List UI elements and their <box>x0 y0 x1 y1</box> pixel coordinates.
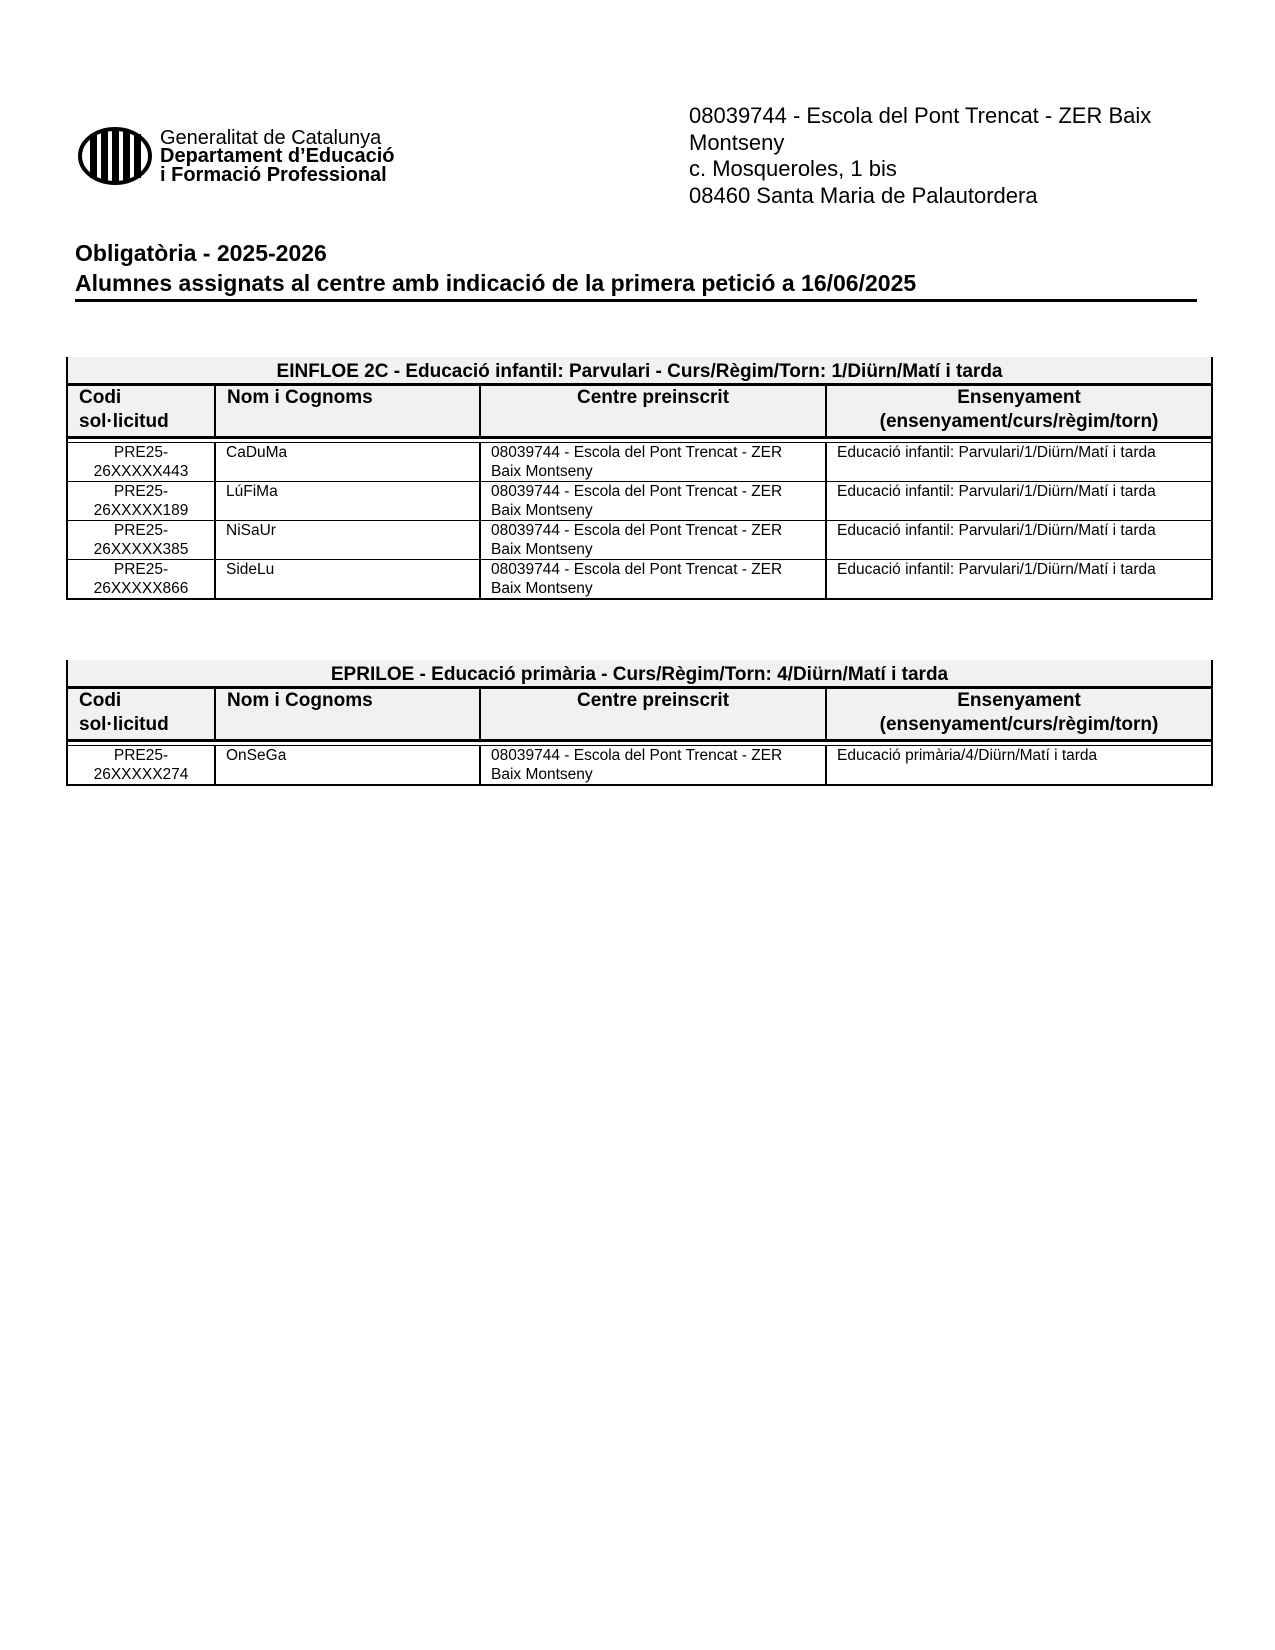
table-header <box>67 688 1212 741</box>
generalitat-emblem-icon <box>78 127 152 185</box>
cell-ensenyament: Educació infantil: Parvulari/1/Diürn/Matí i tarda <box>826 482 1212 521</box>
cell-code: PRE25- 26XXXXX274 <box>67 746 215 786</box>
address-line-3: c. Mosqueroles, 1 bis <box>689 156 897 181</box>
logo-line-1: Generalitat de Catalunya <box>160 127 382 149</box>
table-row <box>67 746 1212 786</box>
cell-ensenyament: Educació infantil: Parvulari/1/Diürn/Matí i tarda <box>826 521 1212 560</box>
cell-code: PRE25- 26XXXXX189 <box>67 482 215 521</box>
cell-name: LúFiMa <box>215 482 480 521</box>
title-line-2: Alumnes assignats al centre amb indicació de la primera petició a 16/06/2025 <box>75 270 917 296</box>
school-address <box>689 103 1151 209</box>
logo-line-3: i Formació Professional <box>160 164 387 186</box>
cell-name: OnSeGa <box>215 746 480 786</box>
header-nom: Nom i Cognoms <box>215 385 480 438</box>
header-codi: Codi sol·licitud <box>67 688 215 741</box>
cell-name: CaDuMa <box>215 443 480 482</box>
cell-code: PRE25- 26XXXXX866 <box>67 560 215 600</box>
header-ensenyament: Ensenyament (ensenyament/curs/règim/torn) <box>826 385 1212 438</box>
cell-centre: 08039744 - Escola del Pont Trencat - ZER Baix Montseny <box>480 560 826 600</box>
group-caption: EINFLOE 2C - Educació infantil: Parvulari - Curs/Règim/Torn: 1/Diürn/Matí i tarda <box>67 357 1212 385</box>
header-ensenyament: Ensenyament (ensenyament/curs/règim/torn) <box>826 688 1212 741</box>
cell-centre: 08039744 - Escola del Pont Trencat - ZER Baix Montseny <box>480 746 826 786</box>
group-table-einfloe <box>66 357 1213 600</box>
cell-ensenyament: Educació infantil: Parvulari/1/Diürn/Matí i tarda <box>826 443 1212 482</box>
header-centre: Centre preinscrit <box>480 688 826 741</box>
cell-name: NiSaUr <box>215 521 480 560</box>
group-caption: EPRILOE - Educació primària - Curs/Règim/Torn: 4/Diürn/Matí i tarda <box>67 660 1212 688</box>
cell-name: SideLu <box>215 560 480 600</box>
cell-code: PRE25- 26XXXXX443 <box>67 443 215 482</box>
header-centre: Centre preinscrit <box>480 385 826 438</box>
cell-centre: 08039744 - Escola del Pont Trencat - ZER Baix Montseny <box>480 443 826 482</box>
address-line-2: Montseny <box>689 129 785 155</box>
title-line-1: Obligatòria - 2025-2026 <box>75 240 327 266</box>
cell-centre: 08039744 - Escola del Pont Trencat - ZER Baix Montseny <box>480 482 826 521</box>
group-table-epriloe <box>66 660 1213 786</box>
table-row <box>67 521 1212 560</box>
header-nom: Nom i Cognoms <box>215 688 480 741</box>
table-row <box>67 560 1212 600</box>
logo-line-2: Departament d’Educació <box>160 145 395 167</box>
table-header <box>67 385 1212 438</box>
cell-ensenyament: Educació infantil: Parvulari/1/Diürn/Matí i tarda <box>826 560 1212 600</box>
generalitat-logo <box>78 127 498 187</box>
address-line-4: 08460 Santa Maria de Palautordera <box>689 182 1038 208</box>
cell-ensenyament: Educació primària/4/Diürn/Matí i tarda <box>826 746 1212 786</box>
address-line-1: 08039744 - Escola del Pont Trencat - ZER Baix <box>689 103 1152 128</box>
document-title <box>75 238 1197 302</box>
cell-centre: 08039744 - Escola del Pont Trencat - ZER Baix Montseny <box>480 521 826 560</box>
table-row <box>67 443 1212 482</box>
table-row <box>67 482 1212 521</box>
cell-code: PRE25- 26XXXXX385 <box>67 521 215 560</box>
header-codi: Codi sol·licitud <box>67 385 215 438</box>
